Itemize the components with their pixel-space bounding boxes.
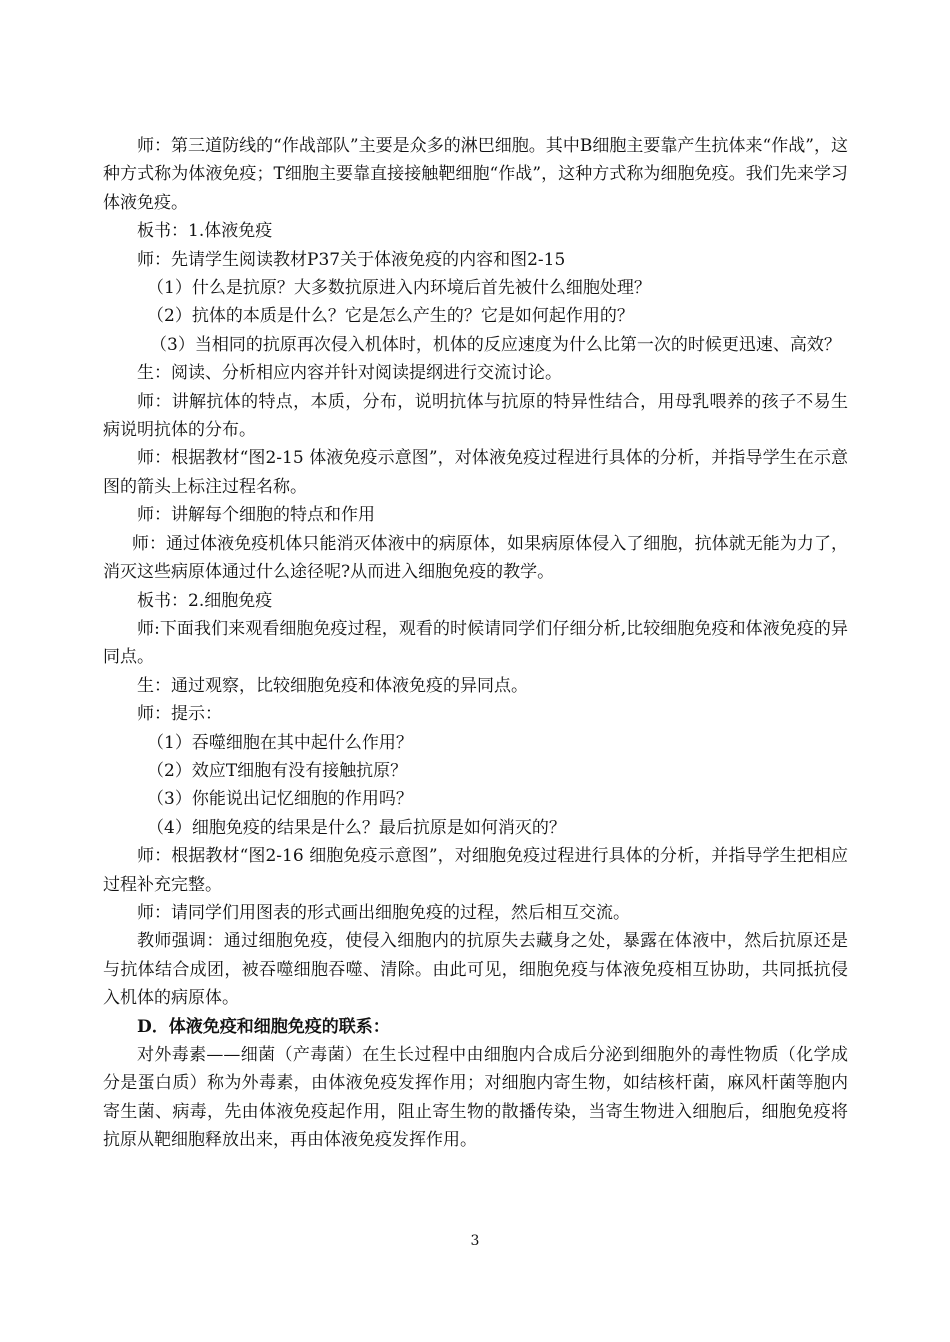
paragraph-third-defense-line: 师：第三道防线的“作战部队”主要是众多的淋巴细胞。其中B细胞主要靠产生抗体来“作战”，这种方式称为体液免疫；T细胞主要靠直接接触靶细胞“作战”，这种方式称为细胞免疫。我们先来学习体液免疫。	[103, 136, 848, 213]
page-number: 3	[470, 1233, 480, 1249]
hint-2-effector-t-cell: （2）效应T细胞有没有接触抗原？	[147, 760, 408, 781]
hint-4-result: （4）细胞免疫的结果是什么？最后抗原是如何消灭的？	[147, 817, 566, 838]
paragraph-teacher-emphasis: 教师强调：通过细胞免疫，使侵入细胞内的抗原失去藏身之处，暴露在体液中，然后抗原还是与抗体结合成团，被吞噬细胞吞噬、清除。由此可见，细胞免疫与体液免疫相互协助，共同抵抗侵入机体的病原体。	[103, 931, 848, 1009]
question-1-antigen: （1）什么是抗原？大多数抗原进入内环境后首先被什么细胞处理？	[147, 278, 651, 299]
document-body	[103, 132, 848, 1155]
paragraph-transition-cellular: 师：通过体液免疫机体只能消灭体液中的病原体，如果病原体侵入了细胞，抗体就无能为力了，消灭这些病原体通过什么途径呢?从而进入细胞免疫的教学。	[103, 533, 848, 583]
blackboard-humoral-immunity: 板书：1.体液免疫	[137, 221, 273, 242]
paragraph-figure-2-16-analysis: 师：根据教材“图2-16 细胞免疫示意图”，对细胞免疫过程进行具体的分析，并指导学生把相应过程补充完整。	[103, 846, 848, 895]
paragraph-reading-task: 师：先请学生阅读教材P37关于体液免疫的内容和图2-15	[137, 249, 566, 270]
question-3-second-response: （3）当相同的抗原再次侵入机体时，机体的反应速度为什么比第一次的时候更迅速、高效？	[150, 334, 841, 355]
blackboard-cellular-immunity: 板书：2.细胞免疫	[137, 590, 273, 611]
question-2-antibody: （2）抗体的本质是什么？它是怎么产生的？它是如何起作用的？	[147, 306, 634, 327]
paragraph-draw-chart: 师：请同学们用图表的形式画出细胞免疫的过程，然后相互交流。	[137, 902, 630, 923]
hint-3-memory-cell: （3）你能说出记忆细胞的作用吗？	[147, 789, 413, 810]
paragraph-student-discussion: 生：阅读、分析相应内容并针对阅读提纲进行交流讨论。	[137, 363, 562, 384]
section-heading-d: D．体液免疫和细胞免疫的联系：	[137, 1016, 390, 1037]
paragraph-student-compare: 生：通过观察，比较细胞免疫和体液免疫的异同点。	[137, 675, 528, 696]
paragraph-exotoxin: 对外毒素——细菌（产毒菌）在生长过程中由细胞内合成后分泌到细胞外的毒性物质（化学成分是蛋白质）称为外毒素，由体液免疫发挥作用；对细胞内寄生物，如结核杆菌，麻风杆菌等胞内寄生菌、病毒，先由体液免疫起作用，阻止寄生物的散播传染，当寄生物进入细胞后，细胞免疫将抗原从靶细胞释放出来，再由体液免疫发挥作用。	[103, 1045, 848, 1151]
paragraph-figure-2-15-analysis: 师：根据教材“图2-15 体液免疫示意图”，对体液免疫过程进行具体的分析，并指导学生在示意图的箭头上标注过程名称。	[103, 448, 848, 497]
paragraph-watch-process: 师:下面我们来观看细胞免疫过程，观看的时候请同学们仔细分析,比较细胞免疫和体液免疫的异同点。	[103, 618, 848, 668]
paragraph-cell-features: 师：讲解每个细胞的特点和作用	[137, 505, 375, 526]
paragraph-antibody-features: 师：讲解抗体的特点，本质，分布，说明抗体与抗原的特异性结合，用母乳喂养的孩子不易生病说明抗体的分布。	[103, 391, 848, 441]
paragraph-hint: 师：提示：	[137, 704, 222, 725]
hint-1-phagocyte: （1）吞噬细胞在其中起什么作用？	[147, 732, 413, 753]
